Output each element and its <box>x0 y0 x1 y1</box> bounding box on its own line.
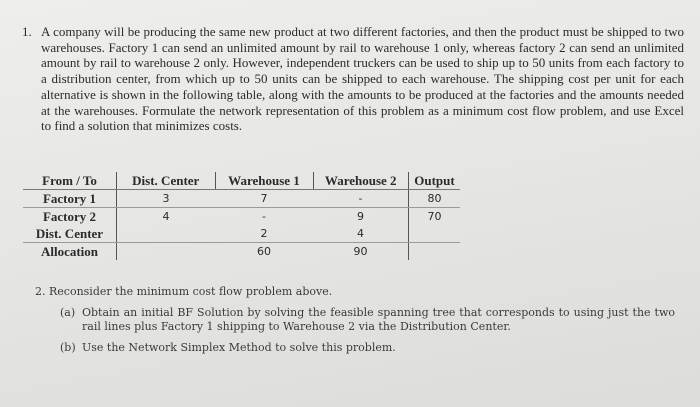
table-cell: 4 <box>162 210 170 223</box>
table-cell: - <box>262 210 266 223</box>
table-row-dist-center <box>23 225 460 243</box>
problem-2-part-b <box>60 341 675 355</box>
table-cell <box>117 243 216 261</box>
problem-1-text: A company will be producing the same new product at two different factories, and then the product must be shipped to two warehouses. Factory 1 can send an unlimited amount by rail to warehouse 1 only, whereas factory 2 can send an unlimited amount by rail to warehouse 2 only. However, independent truckers can be used to ship up to 50 units from each factory to a distribution center, from which up to 50 units can be shipped to each warehouse. The shipping cost per unit for each alternative is shown in the following table, along with the amounts to be produced at the factories and the amounts needed at the warehouses. Formulate the network representation of this problem as a minimum cost flow problem, and use Excel to find a solution that minimizes costs. <box>41 24 684 134</box>
table-cell: 3 <box>117 190 216 208</box>
table-cell: 7 <box>215 190 313 208</box>
problem-2-intro: 2. Reconsider the minimum cost flow problem above. <box>35 285 333 298</box>
table-cell: 2 <box>215 225 313 243</box>
row-label: Factory 2 <box>23 208 117 226</box>
shipping-cost-table <box>23 172 460 260</box>
table-header-dist-center: Dist. Center <box>117 172 216 190</box>
row-label: Allocation <box>23 243 117 261</box>
table-cell: 90 <box>313 243 409 261</box>
table-cell <box>117 225 216 243</box>
row-label: Factory 1 <box>23 190 117 208</box>
table-cell: 80 <box>409 190 461 208</box>
table-cell: 9 <box>313 208 409 226</box>
table-header-output: Output <box>409 172 461 190</box>
table-header-from-to: From / To <box>23 172 117 190</box>
table-header-row <box>23 172 460 190</box>
row-label: Dist. Center <box>23 225 117 243</box>
part-label: (b) <box>60 341 76 354</box>
problem-1-number: 1. <box>22 24 32 39</box>
table-header-warehouse-2: Warehouse 2 <box>313 172 409 190</box>
table-row-allocation <box>23 243 460 261</box>
problem-2-part-a <box>60 306 675 334</box>
table-cell: 60 <box>257 245 271 258</box>
table-cell: 70 <box>427 210 442 223</box>
table-cell: 4 <box>313 225 409 243</box>
problem-1 <box>22 24 684 134</box>
table-header-warehouse-1: Warehouse 1 <box>215 172 313 190</box>
table-row-factory-2 <box>23 208 460 226</box>
table-cell <box>409 225 461 243</box>
table-row-factory-1 <box>23 190 460 208</box>
part-text: Use the Network Simplex Method to solve this problem. <box>82 341 396 354</box>
part-text: Obtain an initial BF Solution by solving the feasible spanning tree that corresponds to using just the two rail lines plus Factory 1 shipping to Warehouse 2 via the Distribution Center. <box>82 306 675 333</box>
problem-2 <box>35 285 675 355</box>
table-cell <box>409 243 461 261</box>
part-label: (a) <box>60 306 76 319</box>
table-cell: - <box>313 190 409 208</box>
